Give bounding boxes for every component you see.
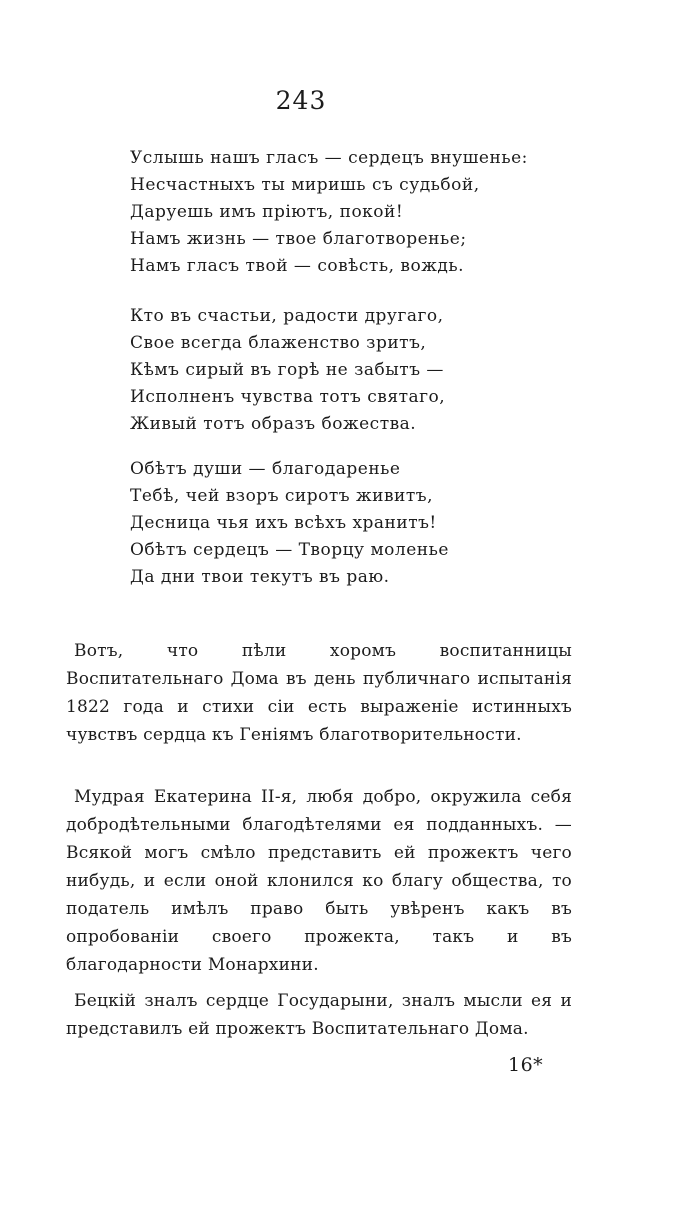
verse-line: Кѣмъ сирый въ горѣ не забытъ — (130, 360, 444, 380)
verse-line: Намъ гласъ твой — совѣсть, вождь. (130, 256, 464, 276)
verse-line: Обѣтъ сердецъ — Творцу моленье (130, 540, 449, 560)
verse-line: Обѣтъ души — благодаренье (130, 459, 401, 479)
poem-stanza-3 (130, 456, 560, 591)
verse-line: Свое всегда блаженство зритъ, (130, 333, 427, 353)
verse-line: Тебѣ, чей взоръ сиротъ живитъ, (130, 486, 433, 506)
verse-line: Да дни твои текутъ въ раю. (130, 567, 390, 587)
verse-line: Услышь нашъ гласъ — сердецъ внушенье: (130, 148, 528, 168)
verse-line: Исполненъ чувства тотъ святаго, (130, 387, 446, 407)
verse-line: Несчастныхъ ты миришь съ судьбой, (130, 175, 480, 195)
prose-paragraph-2: Мудрая Екатерина II-я, любя добро, окружила себя добродѣтельными благодѣтелями ея подданныхъ. — Всякой могъ смѣло представить ей прожектъ чего нибудь, и если оной клонился ко благу общества, то податель имѣлъ право быть увѣренъ какъ въ опробованiи своего прожекта, такъ и въ благодарности Монархини. (66, 787, 572, 975)
verse-line: Намъ жизнь — твое благотворенье; (130, 229, 467, 249)
prose-paragraph-3: Бецкiй зналъ сердце Государыни, зналъ мысли ея и представилъ ей прожектъ Воспитательнаго Дома. (66, 991, 572, 1039)
verse-line: Живый тотъ образъ божества. (130, 414, 417, 434)
prose-paragraph-1: Вотъ, что пѣли хоромъ воспитанницы Воспитательнаго Дома въ день публичнаго испытанiя 1822 года и стихи сiи есть выраженiе истинныхъ чувствъ сердца къ Генiямъ благотворительности. (66, 641, 572, 745)
poem-stanza-1 (130, 145, 560, 280)
verse-line: Десница чья ихъ всѣхъ хранитъ! (130, 513, 437, 533)
verse-line: Кто въ счастьи, радости другаго, (130, 306, 444, 326)
poem-stanza-2 (130, 303, 560, 438)
signature-mark: 16* (508, 1054, 544, 1076)
page-number: 243 (275, 86, 327, 115)
verse-line: Даруешь имъ прiютъ, покой! (130, 202, 404, 222)
